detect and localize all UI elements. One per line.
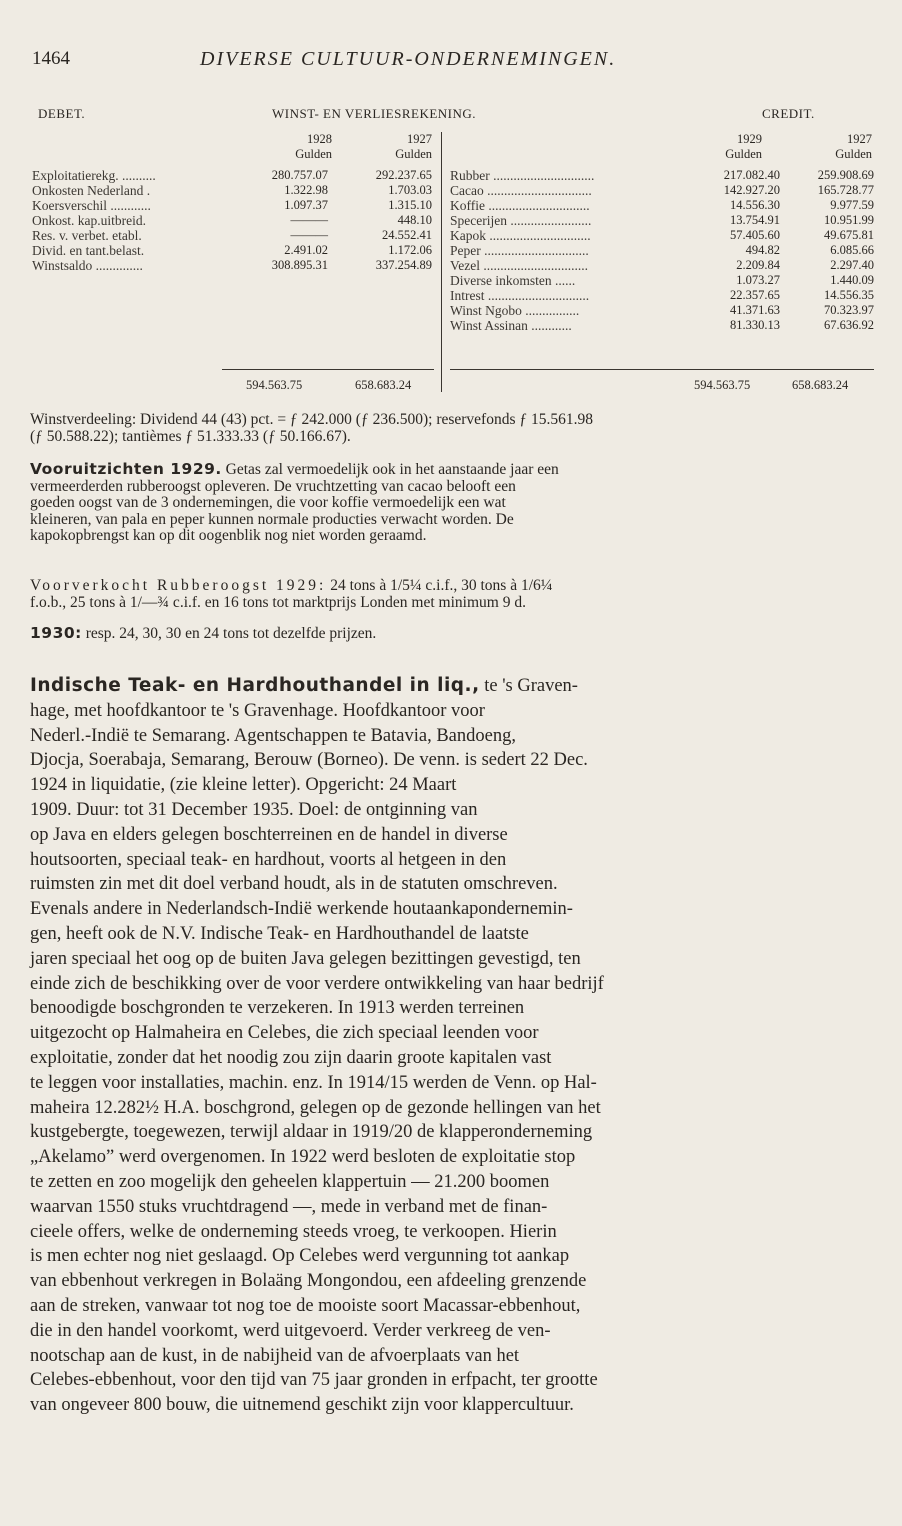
debet-total-rule [222, 369, 434, 370]
year-label: 1928 [307, 132, 332, 146]
text-line: goeden oogst van de 3 ondernemingen, die voor koffie vermoedelijk een wat [30, 494, 506, 511]
row-label: Kapok .............................. [450, 228, 591, 243]
debet-total-1928: 594.563.75 [246, 378, 303, 392]
ledger-row [450, 273, 874, 288]
text-line: uitgezocht op Halmaheira en Celebes, die zich speciaal leenden voor [30, 1023, 539, 1044]
value-1927: 165.728.77 [817, 183, 874, 197]
row-label: Peper ............................... [450, 243, 589, 258]
page-number: 1464 [32, 48, 70, 69]
value-1927: 9.977.59 [830, 198, 874, 212]
debet-rows [32, 168, 432, 273]
profit-loss-statement [32, 106, 872, 396]
text-line: nootschap aan de kust, in de nabijheid van de afvoerplaats van het [30, 1345, 520, 1366]
heading-1930: 1930: [30, 624, 82, 642]
value-1929: 57.405.60 [730, 228, 780, 242]
ledger-row [32, 228, 432, 243]
text-line: te leggen voor installaties, machin. enz. In 1914/15 werden de Venn. op Hal- [30, 1072, 597, 1093]
ledger-row [450, 228, 874, 243]
value-1929: 2.209.84 [736, 258, 780, 272]
row-label: Divid. en tant.belast. [32, 243, 145, 258]
value-1927: 1.440.09 [830, 273, 874, 287]
page-header [32, 48, 872, 78]
text-line-rest: resp. 24, 30, 30 en 24 tons tot dezelfde prijzen. [81, 625, 377, 642]
credit-total-rule [450, 369, 874, 370]
text-line: hage, met hoofdkantoor te 's Gravenhage. Hoofdkantoor voor [30, 700, 485, 721]
text-line: van ebbenhout verkregen in Bolaäng Mongondou, een afdeeling grenzende [30, 1271, 587, 1292]
text-line: einde zich de beschikking over de voor verdere ontwikkeling van haar bedrijf [30, 973, 604, 994]
year-label: 1929 [737, 132, 762, 146]
ledger-row [450, 213, 874, 228]
section-1930 [30, 625, 868, 643]
ledger-row [450, 318, 874, 333]
text-line-rest: Getas zal vermoedelijk ook in het aanstaande jaar een [221, 461, 559, 478]
statement-title: WINST- EN VERLIESREKENING. [272, 106, 477, 121]
text-line: vermeerderden rubberoogst opleveren. De vruchtzetting van cacao belooft een [30, 477, 516, 495]
text-line [30, 625, 868, 643]
value-1927: 1.172.06 [388, 243, 432, 257]
ledger-row [32, 183, 432, 198]
value-1927: 1.315.10 [388, 198, 432, 212]
value-1927: 1.703.03 [388, 183, 432, 197]
debet-total-1927: 658.683.24 [355, 378, 412, 392]
value-1927: 67.636.92 [824, 318, 874, 332]
presold-label: Voorverkocht Rubberoogst 1929: [30, 577, 327, 594]
row-label: Winstsaldo .............. [32, 258, 143, 273]
currency-label: Gulden [395, 147, 432, 161]
text-line: is men echter nog niet geslaagd. Op Celebes werd vergunning tot aankap [30, 1246, 570, 1267]
text-line: cieele offers, welke de onderneming steeds vroeg, te verkoopen. Hierin [30, 1221, 557, 1242]
row-label: Koffie .............................. [450, 198, 590, 213]
ledger-row [450, 258, 874, 273]
text-line: waarvan 1550 stuks vruchtdragend —, mede in verband met de finan- [30, 1196, 548, 1217]
year-label: 1927 [847, 132, 872, 146]
value-1928: ——— [290, 213, 328, 227]
text-line: te zetten en zoo mogelijk den geheelen klappertuin — 21.200 boomen [30, 1171, 550, 1192]
text-line: die in den handel voorkomt, werd uitgevoerd. Verder verkreeg de ven- [30, 1320, 551, 1341]
value-1927: 337.254.89 [375, 258, 432, 272]
credit-year-1-header [696, 132, 762, 162]
column-divider [441, 132, 442, 392]
running-title: DIVERSE CULTUUR-ONDERNEMINGEN. [200, 48, 617, 70]
value-1928: ——— [290, 228, 328, 242]
value-1927: 70.323.97 [824, 303, 874, 317]
value-1928: 280.757.07 [271, 168, 328, 182]
row-label: Cacao ............................... [450, 183, 592, 198]
debet-heading: DEBET. [38, 106, 86, 121]
ledger-row [450, 183, 874, 198]
ledger-row [450, 288, 874, 303]
value-1927: 10.951.99 [824, 213, 874, 227]
credit-total-1927: 658.683.24 [792, 378, 849, 392]
text-line: 1909. Duur: tot 31 December 1935. Doel: de ontginning van [30, 799, 478, 820]
debet-year-2-header [352, 132, 432, 162]
presold-section [30, 578, 868, 611]
value-1929: 13.754.91 [730, 213, 780, 227]
text-line: ruimsten zin met dit doel verband houdt, als in de statuten omschreven. [30, 874, 558, 895]
ledger-row [32, 213, 432, 228]
credit-rows [450, 168, 874, 333]
value-1929: 494.82 [745, 243, 780, 257]
text-line: kleineren, van pala en peper kunnen normale producties verwacht worden. De [30, 510, 514, 528]
profit-distribution [30, 412, 868, 445]
outlook-section [30, 461, 868, 545]
credit-year-2-header [788, 132, 872, 162]
text-line: Winstverdeeling: Dividend 44 (43) pct. = ƒ 242.000 (ƒ 236.500); reservefonds ƒ 15.561.98 [30, 411, 594, 428]
text-line: Nederl.-Indië te Semarang. Agentschappen te Batavia, Bandoeng, [30, 725, 516, 746]
text-line [30, 578, 868, 595]
row-label: Diverse inkomsten ...... [450, 273, 576, 288]
text-line: Djocja, Soerabaja, Semarang, Berouw (Borneo). De venn. is sedert 22 Dec. [30, 750, 588, 771]
row-label: Res. v. verbet. etabl. [32, 228, 142, 243]
text-line-rest: te 's Graven- [479, 676, 578, 696]
row-label: Exploitatierekg. .......... [32, 168, 156, 183]
value-1929: 81.330.13 [730, 318, 780, 332]
text-line: benoodigde boschgronden te verzekeren. In 1913 werden terreinen [30, 998, 525, 1019]
outlook-heading: Vooruitzichten 1929. [30, 460, 222, 478]
ledger-row [32, 258, 432, 273]
value-1928: 1.097.37 [284, 198, 328, 212]
ledger-row [450, 168, 874, 183]
value-1929: 22.357.65 [730, 288, 780, 302]
value-1929: 1.073.27 [736, 273, 780, 287]
text-line: maheira 12.282½ H.A. boschgrond, gelegen op de gezonde hellingen van het [30, 1097, 601, 1118]
value-1927: 49.675.81 [824, 228, 874, 242]
row-label: Onkost. kap.uitbreid. [32, 213, 146, 228]
value-1928: 2.491.02 [284, 243, 328, 257]
text-line: (ƒ 50.588.22); tantièmes ƒ 51.333.33 (ƒ 50.166.67). [30, 427, 351, 445]
company-name: Indische Teak- en Hardhouthandel in liq., [30, 675, 480, 696]
row-label: Winst Ngobo ................ [450, 303, 580, 318]
credit-heading: CREDIT. [762, 106, 815, 121]
value-1929: 14.556.30 [730, 198, 780, 212]
value-1928: 308.895.31 [271, 258, 328, 272]
row-label: Specerijen ........................ [450, 213, 592, 228]
text-line: kapokopbrengst kan op dit oogenblik nog niet worden geraamd. [30, 527, 427, 544]
value-1929: 217.082.40 [723, 168, 780, 182]
row-label: Vezel ............................... [450, 258, 588, 273]
text-line: „Akelamo” werd overgenomen. In 1922 werd besloten de exploitatie stop [30, 1147, 576, 1168]
text-line: exploitatie, zonder dat het noodig zou zijn daarin groote kapitalen vast [30, 1047, 552, 1068]
value-1927: 448.10 [397, 213, 432, 227]
value-1929: 41.371.63 [730, 303, 780, 317]
debet-year-1-header [264, 132, 332, 162]
value-1927: 24.552.41 [382, 228, 432, 242]
text-line [30, 674, 868, 699]
row-label: Intrest .............................. [450, 288, 590, 303]
credit-total-1929: 594.563.75 [694, 378, 751, 392]
value-1928: 1.322.98 [284, 183, 328, 197]
row-label: Koersverschil ............ [32, 198, 151, 213]
value-1929: 142.927.20 [723, 183, 780, 197]
company-entry [30, 674, 868, 1418]
text-line [30, 461, 868, 479]
year-label: 1927 [407, 132, 432, 146]
text-line: Celebes-ebbenhout, voor den tijd van 75 jaar gronden in erfpacht, ter grootte [30, 1370, 598, 1391]
row-label: Rubber .............................. [450, 168, 595, 183]
row-label: Winst Assinan ............ [450, 318, 572, 333]
text-line: op Java en elders gelegen boschterreinen en de handel in diverse [30, 824, 508, 845]
text-line: gen, heeft ook de N.V. Indische Teak- en Hardhouthandel de laatste [30, 923, 529, 944]
row-label: Onkosten Nederland . [32, 183, 151, 198]
text-line: f.o.b., 25 tons à 1/—¾ c.i.f. en 16 tons tot marktprijs Londen met minimum 9 d. [30, 593, 526, 611]
text-line: 1924 in liquidatie, (zie kleine letter). Opgericht: 24 Maart [30, 775, 457, 796]
value-1927: 259.908.69 [817, 168, 874, 182]
value-1927: 14.556.35 [824, 288, 874, 302]
text-line: kustgebergte, toegewezen, terwijl aldaar in 1919/20 de klapperonderneming [30, 1122, 593, 1143]
text-line: van ongeveer 800 bouw, die uitnemend geschikt zijn voor klappercultuur. [30, 1395, 574, 1416]
ledger-row [32, 243, 432, 258]
currency-label: Gulden [835, 147, 872, 161]
currency-label: Gulden [295, 147, 332, 161]
ledger-row [32, 198, 432, 213]
text-line: houtsoorten, speciaal teak- en hardhout, voorts al hetgeen in den [30, 849, 507, 870]
text-line-rest: 24 tons à 1/5¼ c.i.f., 30 tons à 1/6¼ [326, 577, 553, 594]
ledger-row [32, 168, 432, 183]
text-line: jaren speciaal het oog op de buiten Java gelegen bezittingen gevestigd, ten [30, 948, 581, 969]
text-line: Evenals andere in Nederlandsch-Indië werkende houtaankapondernemin- [30, 899, 573, 920]
ledger-row [450, 198, 874, 213]
ledger-row [450, 303, 874, 318]
currency-label: Gulden [725, 147, 762, 161]
value-1927: 6.085.66 [830, 243, 874, 257]
value-1927: 2.297.40 [830, 258, 874, 272]
value-1927: 292.237.65 [375, 168, 432, 182]
ledger-row [450, 243, 874, 258]
text-line: aan de streken, vanwaar tot nog toe de mooiste soort Macassar-ebbenhout, [30, 1295, 581, 1316]
